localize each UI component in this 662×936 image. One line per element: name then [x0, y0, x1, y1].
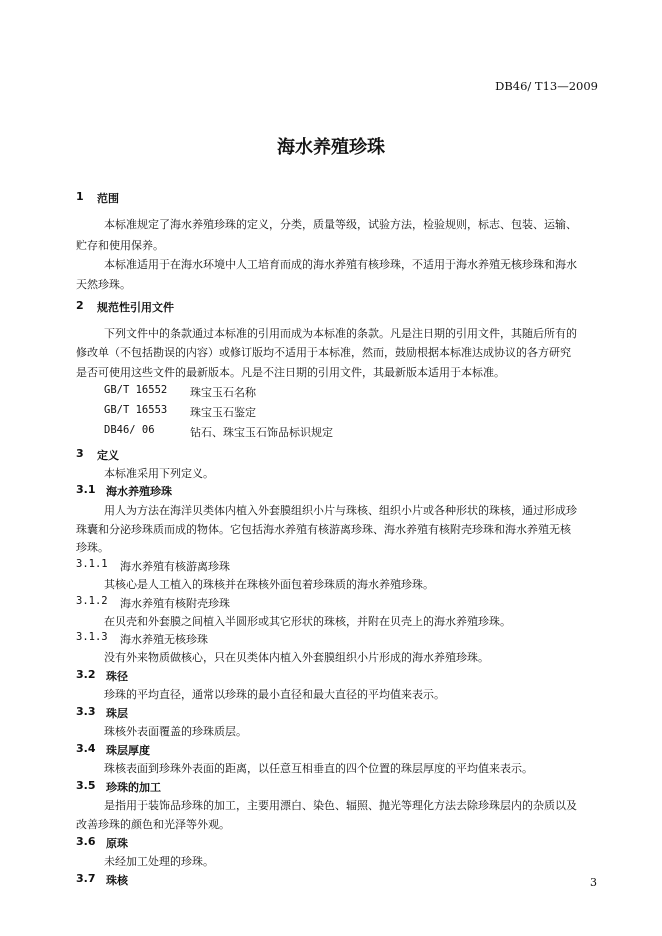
s2-paragraph-line-1: 下列文件中的条款通过本标准的引用而成为本标准的条款。凡是注日期的引用文件，其随后所有的	[104, 327, 577, 340]
def-3-4-text: 珠核表面到珍珠外表面的距离，以任意互相垂直的四个位置的珠层厚度的平均值来表示。	[104, 762, 533, 775]
section-3-title: 定义	[97, 449, 119, 462]
def-3-1-number: 3.1	[76, 483, 96, 496]
def-3-5-number: 3.5	[76, 779, 96, 792]
def-3-1-1-text: 其核心是人工植入的珠核并在珠核外面包着珍珠质的海水养殖珍珠。	[104, 578, 434, 591]
def-3-1-3-text: 没有外来物质做核心，只在贝类体内植入外套膜组织小片形成的海水养殖珍珠。	[104, 651, 489, 664]
def-3-1-line-3: 珍珠。	[76, 541, 109, 554]
def-3-1-2-title: 海水养殖有核附壳珍珠	[120, 597, 230, 610]
def-3-7-title: 珠核	[106, 874, 128, 887]
def-3-3-number: 3.3	[76, 705, 96, 718]
page-number: 3	[590, 876, 597, 889]
def-3-2-title: 珠径	[106, 670, 128, 683]
def-3-1-3-title: 海水养殖无核珍珠	[120, 633, 208, 646]
def-3-3-text: 珠核外表面覆盖的珍珠质层。	[104, 725, 247, 738]
section-2-title: 规范性引用文件	[97, 301, 174, 314]
reference-name: 珠宝玉石鉴定	[190, 406, 256, 419]
def-3-6-text: 未经加工处理的珍珠。	[104, 855, 214, 868]
def-3-5-line-2: 改善珍珠的颜色和光泽等外观。	[76, 818, 230, 831]
def-3-5-title: 珍珠的加工	[106, 781, 161, 794]
def-3-4-number: 3.4	[76, 742, 96, 755]
def-3-1-3-number: 3.1.3	[76, 631, 108, 643]
reference-code: DB46/ 06	[104, 424, 155, 436]
section-1-title: 范围	[97, 192, 119, 205]
def-3-1-line-1: 用人为方法在海洋贝类体内植入外套膜组织小片与珠核、组织小片或各种形状的珠核，通过形成珍	[104, 504, 577, 517]
def-3-6-number: 3.6	[76, 835, 96, 848]
section-3-number: 3	[76, 447, 84, 460]
def-3-5-line-1: 是指用于装饰品珍珠的加工，主要用漂白、染色、辐照、抛光等理化方法去除珍珠层内的杂质以及	[104, 799, 577, 812]
s2-paragraph-line-2: 修改单（不包括勘误的内容）或修订版均不适用于本标准，然而，鼓励根据本标准达成协议的各方研究	[76, 346, 571, 359]
s1-paragraph-1-line-1: 本标准规定了海水养殖珍珠的定义，分类，质量等级，试验方法，检验规则，标志、包装、运输、	[104, 218, 577, 231]
reference-code: GB/T 16553	[104, 404, 168, 416]
reference-code: GB/T 16552	[104, 384, 168, 396]
section-2-number: 2	[76, 299, 84, 312]
def-3-6-title: 原珠	[106, 837, 128, 850]
document-title: 海水养殖珍珠	[277, 137, 385, 158]
s3-intro: 本标准采用下列定义。	[104, 467, 214, 480]
def-3-1-1-title: 海水养殖有核游离珍珠	[120, 560, 230, 573]
section-1-number: 1	[76, 190, 84, 203]
def-3-1-2-number: 3.1.2	[76, 595, 108, 607]
reference-name: 珠宝玉石名称	[190, 386, 256, 399]
def-3-2-text: 珍珠的平均直径，通常以珍珠的最小直径和最大直径的平均值来表示。	[104, 688, 445, 701]
standard-code: DB46/ T13—2009	[495, 79, 598, 93]
s1-paragraph-2-line-1: 本标准适用于在海水环境中人工培育而成的海水养殖有核珍珠，不适用于海水养殖无核珍珠和海水	[104, 258, 577, 271]
def-3-1-line-2: 珠囊和分泌珍珠质而成的物体。它包括海水养殖有核游离珍珠、海水养殖有核附壳珍珠和海水养殖无核	[76, 523, 571, 536]
def-3-4-title: 珠层厚度	[106, 744, 150, 757]
def-3-7-number: 3.7	[76, 872, 96, 885]
def-3-1-title: 海水养殖珍珠	[106, 485, 172, 498]
s2-paragraph-line-3: 是否可使用这些文件的最新版本。凡是不注日期的引用文件，其最新版本适用于本标准。	[76, 366, 505, 379]
s1-paragraph-1-line-2: 贮存和使用保养。	[76, 239, 164, 252]
def-3-3-title: 珠层	[106, 707, 128, 720]
reference-name: 钻石、珠宝玉石饰品标识规定	[190, 426, 333, 439]
def-3-1-1-number: 3.1.1	[76, 558, 108, 570]
def-3-2-number: 3.2	[76, 668, 96, 681]
def-3-1-2-text: 在贝壳和外套膜之间植入半圆形或其它形状的珠核，并附在贝壳上的海水养殖珍珠。	[104, 615, 511, 628]
s1-paragraph-2-line-2: 天然珍珠。	[76, 278, 131, 291]
